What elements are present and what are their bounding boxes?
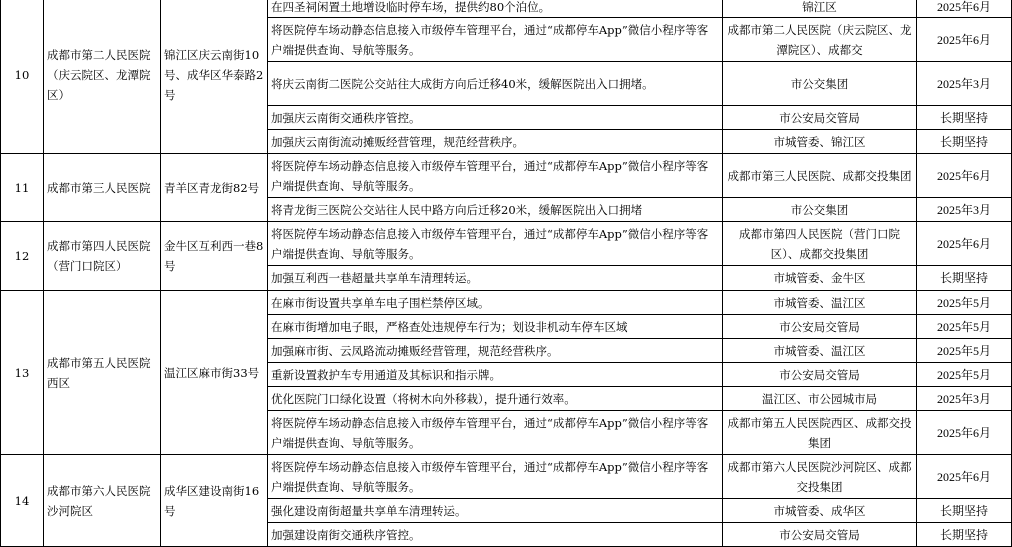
hospital-name: 成都市第六人民医院沙河院区 bbox=[44, 455, 161, 547]
task-description: 加强麻市街、云凤路流动摊贩经营管理，规范经营秩序。 bbox=[268, 339, 723, 363]
responsible-unit: 成都市第三人民医院、成都交投集团 bbox=[723, 154, 917, 198]
table-row bbox=[1, 222, 1012, 266]
deadline: 2025年5月 bbox=[917, 339, 1012, 363]
hospital-address: 锦江区庆云南街10号、成华区华泰路2号 bbox=[161, 0, 268, 154]
task-description: 重新设置救护车专用通道及其标识和指示牌。 bbox=[268, 363, 723, 387]
responsible-unit: 市城管委、金牛区 bbox=[723, 266, 917, 291]
deadline: 2025年3月 bbox=[917, 387, 1012, 411]
hospital-name: 成都市第二人民医院（庆云院区、龙潭院区） bbox=[44, 0, 161, 154]
row-number: 11 bbox=[1, 154, 44, 222]
task-description: 将庆云南街二医院公交站往大成街方向后迁移40米，缓解医院出入口拥堵。 bbox=[268, 62, 723, 106]
deadline: 2025年6月 bbox=[917, 154, 1012, 198]
hospital-address: 温江区麻市街33号 bbox=[161, 291, 268, 455]
deadline: 2025年6月 bbox=[917, 411, 1012, 455]
task-description: 加强互利西一巷超量共享单车清理转运。 bbox=[268, 266, 723, 291]
responsible-unit: 市公安局交管局 bbox=[723, 523, 917, 547]
responsible-unit: 成都市第五人民医院西区、成都交投集团 bbox=[723, 411, 917, 455]
deadline: 长期坚持 bbox=[917, 266, 1012, 291]
table-body bbox=[1, 0, 1012, 547]
task-description: 在麻市街增加电子眼，严格查处违规停车行为；划设非机动车停车区域 bbox=[268, 315, 723, 339]
task-description: 将医院停车场动静态信息接入市级停车管理平台，通过“成都停车App”微信小程序等客户端提供查询、导航等服务。 bbox=[268, 154, 723, 198]
responsible-unit: 市城管委、温江区 bbox=[723, 339, 917, 363]
responsible-unit: 市公安局交管局 bbox=[723, 106, 917, 130]
responsible-unit: 成都市第四人民医院（营门口院区）、成都交投集团 bbox=[723, 222, 917, 266]
deadline: 2025年5月 bbox=[917, 291, 1012, 315]
responsible-unit: 市公安局交管局 bbox=[723, 363, 917, 387]
deadline: 2025年5月 bbox=[917, 315, 1012, 339]
row-number: 10 bbox=[1, 0, 44, 154]
row-number: 13 bbox=[1, 291, 44, 455]
responsible-unit: 市城管委、温江区 bbox=[723, 291, 917, 315]
task-description: 加强庆云南街流动摊贩经营管理，规范经营秩序。 bbox=[268, 130, 723, 154]
task-description: 将医院停车场动静态信息接入市级停车管理平台，通过“成都停车App”微信小程序等客户端提供查询、导航等服务。 bbox=[268, 222, 723, 266]
deadline: 2025年6月 bbox=[917, 222, 1012, 266]
table-row bbox=[1, 0, 1012, 18]
task-description: 加强建设南街交通秩序管控。 bbox=[268, 523, 723, 547]
deadline: 2025年3月 bbox=[917, 198, 1012, 222]
row-number: 14 bbox=[1, 455, 44, 547]
task-description: 将医院停车场动静态信息接入市级停车管理平台，通过“成都停车App”微信小程序等客户端提供查询、导航等服务。 bbox=[268, 411, 723, 455]
deadline: 长期坚持 bbox=[917, 523, 1012, 547]
deadline: 2025年6月 bbox=[917, 455, 1012, 499]
hospital-name: 成都市第四人民医院（营门口院区） bbox=[44, 222, 161, 291]
table-row bbox=[1, 154, 1012, 198]
table-row bbox=[1, 291, 1012, 315]
task-description: 加强庆云南街交通秩序管控。 bbox=[268, 106, 723, 130]
deadline: 长期坚持 bbox=[917, 499, 1012, 523]
hospital-address: 青羊区青龙街82号 bbox=[161, 154, 268, 222]
responsible-unit: 成都市第二人民医院（庆云院区、龙潭院区）、成都交 bbox=[723, 18, 917, 62]
responsible-unit: 市公交集团 bbox=[723, 198, 917, 222]
deadline: 2025年3月 bbox=[917, 62, 1012, 106]
hospital-address: 成华区建设南街16号 bbox=[161, 455, 268, 547]
responsible-unit: 市城管委、锦江区 bbox=[723, 130, 917, 154]
task-description: 将青龙街三医院公交站往人民中路方向后迁移20米，缓解医院出入口拥堵 bbox=[268, 198, 723, 222]
hospital-name: 成都市第三人民医院 bbox=[44, 154, 161, 222]
task-description: 在麻市街设置共享单车电子围栏禁停区域。 bbox=[268, 291, 723, 315]
task-description: 将医院停车场动静态信息接入市级停车管理平台，通过“成都停车App”微信小程序等客户端提供查询、导航等服务。 bbox=[268, 18, 723, 62]
task-description: 将医院停车场动静态信息接入市级停车管理平台，通过“成都停车App”微信小程序等客户端提供查询、导航等服务。 bbox=[268, 455, 723, 499]
responsible-unit: 成都市第六人民医院沙河院区、成都交投集团 bbox=[723, 455, 917, 499]
responsible-unit: 锦江区 bbox=[723, 0, 917, 18]
deadline: 2025年6月 bbox=[917, 0, 1012, 18]
deadline: 2025年5月 bbox=[917, 363, 1012, 387]
deadline: 长期坚持 bbox=[917, 106, 1012, 130]
responsible-unit: 市城管委、成华区 bbox=[723, 499, 917, 523]
responsible-unit: 温江区、市公园城市局 bbox=[723, 387, 917, 411]
row-number: 12 bbox=[1, 222, 44, 291]
task-description: 优化医院门口绿化设置（将树木向外移栽），提升通行效率。 bbox=[268, 387, 723, 411]
deadline: 长期坚持 bbox=[917, 130, 1012, 154]
deadline: 2025年6月 bbox=[917, 18, 1012, 62]
responsible-unit: 市公交集团 bbox=[723, 62, 917, 106]
task-description: 在四圣祠闲置土地增设临时停车场，提供约80个泊位。 bbox=[268, 0, 723, 18]
hospital-address: 金牛区互利西一巷8号 bbox=[161, 222, 268, 291]
table-row bbox=[1, 455, 1012, 499]
task-description: 强化建设南街超量共享单车清理转运。 bbox=[268, 499, 723, 523]
responsible-unit: 市公安局交管局 bbox=[723, 315, 917, 339]
hospital-name: 成都市第五人民医院西区 bbox=[44, 291, 161, 455]
